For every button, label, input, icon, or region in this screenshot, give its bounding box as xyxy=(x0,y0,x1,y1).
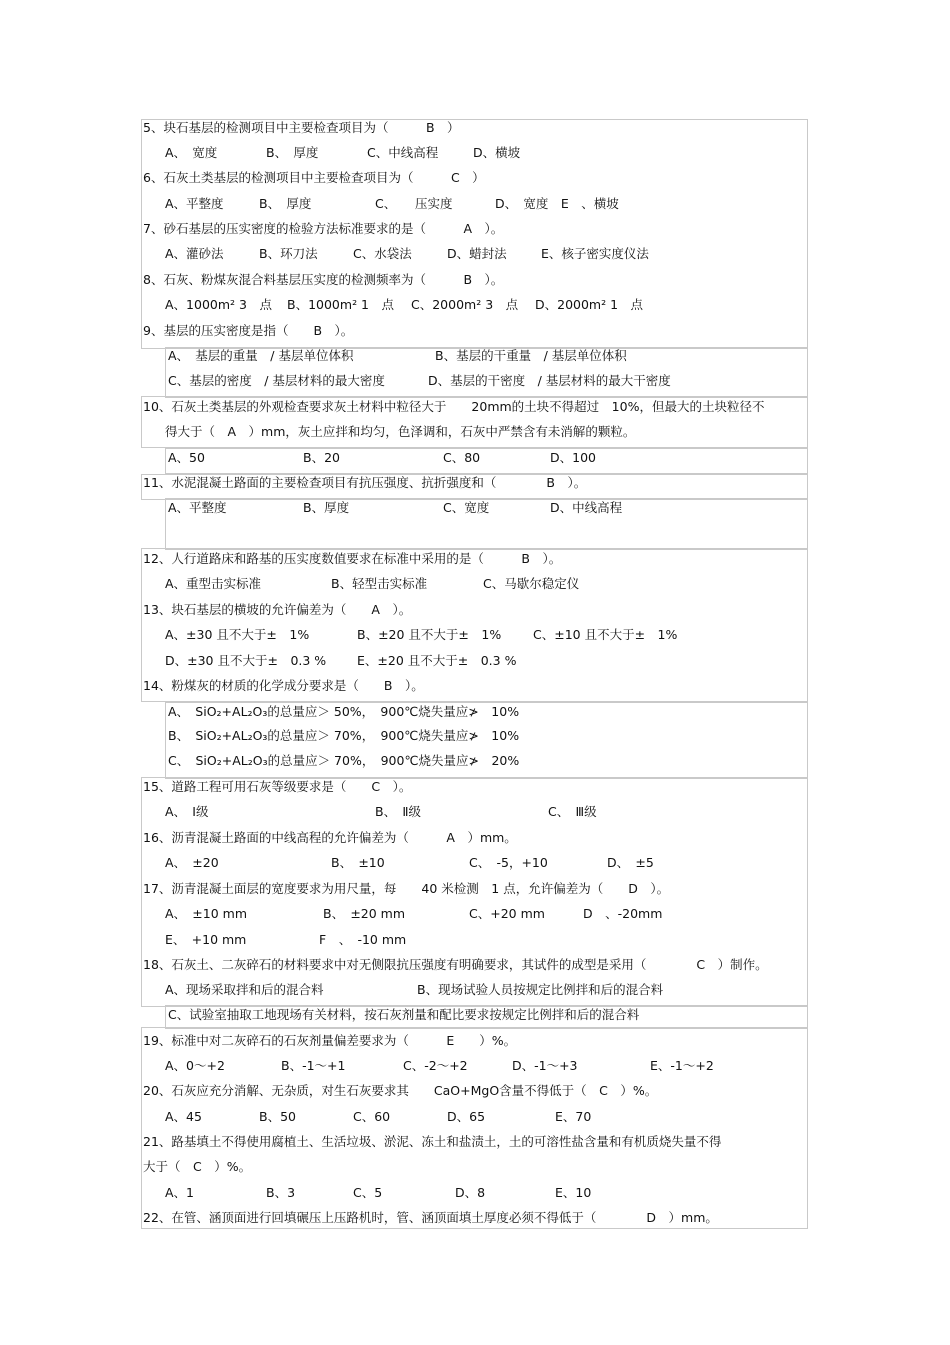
option: B、厚度 xyxy=(303,500,350,515)
option: B、基层的干重量 / 基层单位体积 xyxy=(435,348,627,363)
option: B、 厚度 xyxy=(266,145,319,160)
option: F 、 -10 mm xyxy=(319,932,407,947)
option: A、 基层的重量 / 基层单位体积 xyxy=(168,348,354,363)
option: D、 宽度 E 、横坡 xyxy=(495,196,619,211)
question-text: 12、人行道路床和路基的压实度数值要求在标准中采用的是（ B ）。 xyxy=(143,551,562,566)
option: B、3 xyxy=(266,1185,296,1200)
option: C、 SiO₂+AL₂O₃的总量应＞ 70%， 900℃烧失量应≯ 20% xyxy=(168,753,520,768)
option: A、1 xyxy=(165,1185,195,1200)
option: C、+20 mm xyxy=(469,906,545,921)
option: D、蜡封法 xyxy=(447,246,507,261)
option: A、平整度 xyxy=(165,196,224,211)
question-text-cont: 大于（ C ）%。 xyxy=(143,1159,252,1174)
option: D、8 xyxy=(455,1185,486,1200)
option: A、现场采取拌和后的混合料 xyxy=(165,982,324,997)
option: B、 ±20 mm xyxy=(323,906,406,921)
question-text: 5、块石基层的检测项目中主要检查项目为（ B ） xyxy=(143,120,460,135)
option: A、 SiO₂+AL₂O₃的总量应＞ 50%， 900℃烧失量应≯ 10% xyxy=(168,704,520,719)
option: E、±20 且不大于± 0.3 % xyxy=(357,653,517,668)
option: D 、-20mm xyxy=(583,906,663,921)
option: C、2000m² 3 点 xyxy=(411,297,519,312)
option: A、 Ⅰ级 xyxy=(165,804,209,819)
question-text: 16、沥青混凝土路面的中线高程的允许偏差为（ A ）mm。 xyxy=(143,830,517,845)
option: D、横坡 xyxy=(473,145,521,160)
option: C、水袋法 xyxy=(353,246,412,261)
question-text: 14、粉煤灰的材质的化学成分要求是（ B ）。 xyxy=(143,678,424,693)
option: C、中线高程 xyxy=(367,145,439,160)
question-text: 18、石灰土、二灰碎石的材料要求中对无侧限抗压强度有明确要求，其试件的成型是采用（ C ）制作。 xyxy=(143,957,768,972)
option: C、-2～+2 xyxy=(403,1058,468,1073)
question-text: 6、石灰土类基层的检测项目中主要检查项目为（ C ） xyxy=(143,170,485,185)
option: B、 厚度 xyxy=(259,196,312,211)
question-text: 22、在管、涵顶面进行回填碾压上压路机时，管、涵顶面填土厚度必须不得低于（ D ）mm。 xyxy=(143,1210,718,1225)
option: D、65 xyxy=(447,1109,486,1124)
question-text-cont: 得大于（ A ）mm，灰土应拌和均匀，色泽调和，石灰中严禁含有未消解的颗粒。 xyxy=(165,424,636,439)
option: A、50 xyxy=(168,450,205,465)
option: A、灌砂法 xyxy=(165,246,224,261)
option: D、±30 且不大于± 0.3 % xyxy=(165,653,327,668)
option: D、中线高程 xyxy=(550,500,623,515)
option: B、20 xyxy=(303,450,340,465)
option: E、-1～+2 xyxy=(650,1058,714,1073)
option: A、 ±20 xyxy=(165,855,219,870)
option: C、60 xyxy=(353,1109,391,1124)
option: A、±30 且不大于± 1% xyxy=(165,627,310,642)
option: D、100 xyxy=(550,450,596,465)
question-text: 11、水泥混凝土路面的主要检查项目有抗压强度、抗折强度和（ B ）。 xyxy=(143,475,587,490)
question-text: 10、石灰土类基层的外观检查要求灰土材料中粒径大于 20mm的土块不得超过 10%，但最大的土块粒径不 xyxy=(143,399,765,414)
option: B、 ±10 xyxy=(331,855,385,870)
option: A、平整度 xyxy=(168,500,227,515)
option: D、 ±5 xyxy=(607,855,654,870)
question-text: 20、石灰应充分消解、无杂质，对生石灰要求其 CaO+MgO含量不得低于（ C ）%。 xyxy=(143,1083,658,1098)
option: C、马歇尔稳定仪 xyxy=(483,576,580,591)
option: C、宽度 xyxy=(443,500,490,515)
option: C、基层的密度 / 基层材料的最大密度 xyxy=(168,373,385,388)
question-text: 7、砂石基层的压实密度的检验方法标准要求的是（ A ）。 xyxy=(143,221,504,236)
question-text: 17、沥青混凝土面层的宽度要求为用尺量，每 40 米检测 1 点，允许偏差为（ D ）。 xyxy=(143,881,670,896)
option: B、±20 且不大于± 1% xyxy=(357,627,502,642)
option: B、-1～+1 xyxy=(281,1058,346,1073)
option: B、现场试验人员按规定比例拌和后的混合料 xyxy=(417,982,664,997)
option: E、 +10 mm xyxy=(165,932,247,947)
question-text: 8、石灰、粉煤灰混合料基层压实度的检测频率为（ B ）。 xyxy=(143,272,504,287)
question-text: 19、标准中对二灰碎石的石灰剂量偏差要求为（ E ）%。 xyxy=(143,1033,517,1048)
option: C、 -5，+10 xyxy=(469,855,548,870)
option: C、5 xyxy=(353,1185,383,1200)
question-text: 9、基层的压实密度是指（ B ）。 xyxy=(143,323,354,338)
option: A、0～+2 xyxy=(165,1058,225,1073)
option: B、环刀法 xyxy=(259,246,318,261)
option: C、 Ⅲ级 xyxy=(548,804,597,819)
option: C、 压实度 xyxy=(375,196,453,211)
option: A、 宽度 xyxy=(165,145,218,160)
option: E、核子密实度仪法 xyxy=(541,246,649,261)
question-text: 13、块石基层的横坡的允许偏差为（ A ）。 xyxy=(143,602,412,617)
option: A、1000m² 3 点 xyxy=(165,297,272,312)
option: A、45 xyxy=(165,1109,202,1124)
option: A、 ±10 mm xyxy=(165,906,248,921)
option: B、轻型击实标准 xyxy=(331,576,428,591)
option: B、 SiO₂+AL₂O₃的总量应＞ 70%， 900℃烧失量应≯ 10% xyxy=(168,728,520,743)
option: C、试验室抽取工地现场有关材料，按石灰剂量和配比要求按规定比例拌和后的混合料 xyxy=(168,1007,640,1022)
option: A、重型击实标准 xyxy=(165,576,262,591)
option: E、10 xyxy=(555,1185,592,1200)
option: D、-1～+3 xyxy=(512,1058,578,1073)
option: D、基层的干密度 / 基层材料的最大干密度 xyxy=(428,373,671,388)
option: B、 Ⅱ级 xyxy=(375,804,421,819)
option: C、80 xyxy=(443,450,481,465)
option: C、±10 且不大于± 1% xyxy=(533,627,678,642)
question-text: 21、路基填土不得使用腐植土、生活垃圾、淤泥、冻土和盐渍土，土的可溶性盐含量和有机质烧失量不得 xyxy=(143,1134,722,1149)
option: E、70 xyxy=(555,1109,592,1124)
frame-box xyxy=(165,448,808,474)
question-text: 15、道路工程可用石灰等级要求是（ C ）。 xyxy=(143,779,412,794)
option: D、2000m² 1 点 xyxy=(535,297,644,312)
option: B、50 xyxy=(259,1109,296,1124)
option: B、1000m² 1 点 xyxy=(287,297,395,312)
